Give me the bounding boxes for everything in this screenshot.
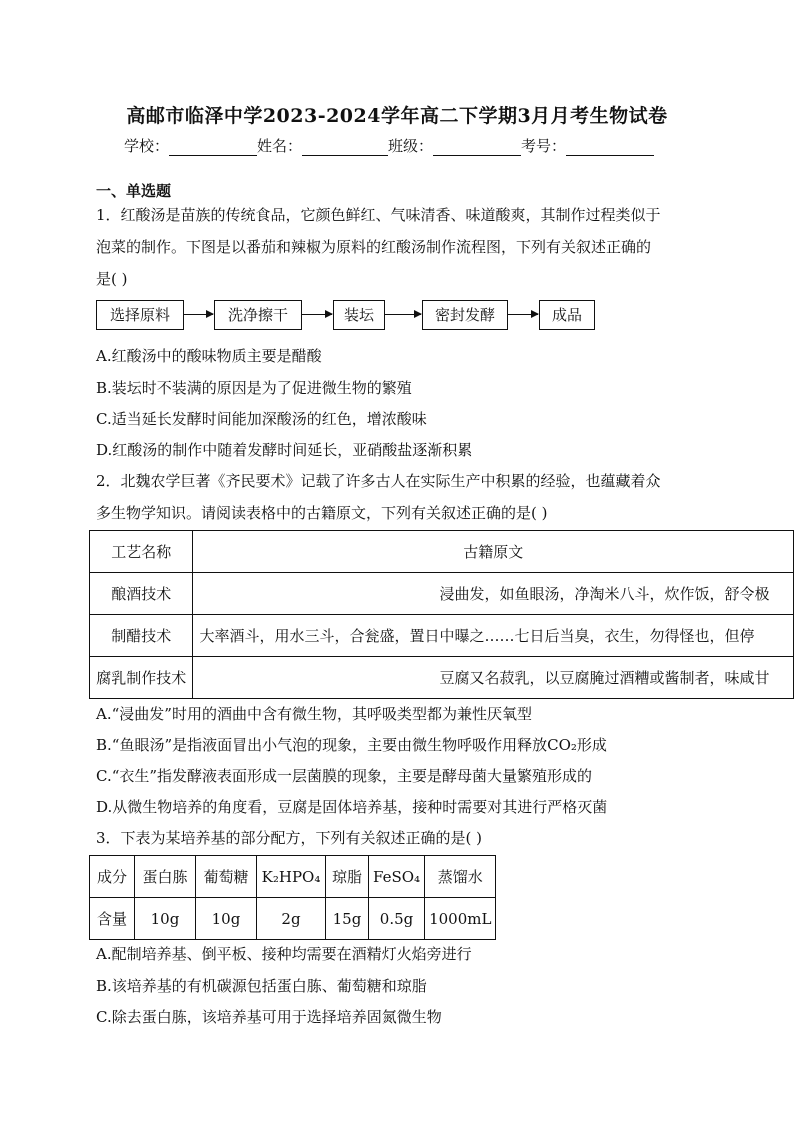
table-cell: 蒸馏水 [425, 856, 496, 898]
table-header-row [90, 531, 794, 573]
class-label: 班级： [388, 137, 434, 155]
name-blank[interactable] [302, 139, 388, 156]
q2-stem-line-2: 多生物学知识。请阅读表格中的古籍原文，下列有关叙述正确的是( ) [96, 504, 548, 522]
q2-option-a[interactable]: A.“浸曲发”时用的酒曲中含有微生物，其呼吸类型都为兼性厌氧型 [96, 705, 532, 723]
table-cell: K₂HPO₄ [257, 856, 326, 898]
q3-table [89, 855, 496, 940]
q1-stem-line-3: 是( ) [96, 270, 128, 288]
table-cell: 1000mL [425, 898, 496, 940]
table-row [90, 573, 794, 615]
flow-arrow-2 [302, 314, 332, 315]
q1-stem-line-2: 泡菜的制作。下图是以番茄和辣椒为原料的红酸汤制作流程图，下列有关叙述正确的 [96, 238, 652, 256]
table-cell: 腐乳制作技术 [90, 657, 193, 699]
school-blank[interactable] [169, 139, 257, 156]
flow-step-3: 装坛 [333, 300, 385, 330]
q1-option-c[interactable]: C.适当延长发酵时间能加深酸汤的红色，增浓酸味 [96, 410, 427, 428]
q2-stem-line-1: 2．北魏农学巨著《齐民要术》记载了许多古人在实际生产中积累的经验，也蕴藏着众 [96, 472, 661, 490]
table-cell: 大率酒斗，用水三斗，合瓮盛，置日中曝之……七日后当臭，衣生，勿得怪也，但停 [193, 615, 794, 657]
table-row [90, 898, 496, 940]
table-cell: 豆腐又名菽乳，以豆腐腌过酒糟或酱制者，味咸甘 [193, 657, 794, 699]
table-cell: 成分 [90, 856, 135, 898]
table-cell: 葡萄糖 [196, 856, 257, 898]
flow-step-1: 选择原料 [96, 300, 184, 330]
q2-option-d[interactable]: D.从微生物培养的角度看，豆腐是固体培养基，接种时需要对其进行严格灭菌 [96, 798, 608, 816]
table-cell: 10g [135, 898, 196, 940]
table-cell: 蛋白胨 [135, 856, 196, 898]
student-info-line [124, 135, 654, 156]
table-cell: 15g [326, 898, 369, 940]
q2-option-b[interactable]: B.“鱼眼汤”是指液面冒出小气泡的现象，主要由微生物呼吸作用释放CO₂形成 [96, 736, 607, 754]
section-title: 一、单选题 [96, 182, 172, 200]
table-cell: 酿酒技术 [90, 573, 193, 615]
table-cell: 10g [196, 898, 257, 940]
q2-table [89, 530, 794, 699]
table-cell: 含量 [90, 898, 135, 940]
flow-step-5: 成品 [539, 300, 595, 330]
q1-option-b[interactable]: B.装坛时不装满的原因是为了促进微生物的繁殖 [96, 379, 412, 397]
q3-option-a[interactable]: A.配制培养基、倒平板、接种均需要在酒精灯火焰旁进行 [96, 945, 472, 963]
name-label: 姓名： [257, 137, 303, 155]
flow-step-2: 洗净擦干 [214, 300, 302, 330]
flow-arrow-4 [508, 314, 538, 315]
q1-stem-line-1: 1．红酸汤是苗族的传统食品，它颜色鲜红、气味清香、味道酸爽，其制作过程类似于 [96, 206, 661, 224]
table-cell: 0.5g [369, 898, 425, 940]
table-cell: 浸曲发，如鱼眼汤，净淘米八斗，炊作饭，舒令极 [193, 573, 794, 615]
q2-option-c[interactable]: C.“衣生”指发酵液表面形成一层菌膜的现象，主要是酵母菌大量繁殖形成的 [96, 767, 593, 785]
flow-arrow-3 [385, 314, 421, 315]
q1-option-d[interactable]: D.红酸汤的制作中随着发酵时间延长，亚硝酸盐逐渐积累 [96, 441, 473, 459]
class-blank[interactable] [433, 139, 521, 156]
school-label: 学校： [124, 137, 170, 155]
flow-arrow-1 [184, 314, 213, 315]
exam-no-label: 考号： [521, 137, 567, 155]
flow-step-4: 密封发酵 [422, 300, 508, 330]
q1-option-a[interactable]: A.红酸汤中的酸味物质主要是醋酸 [96, 347, 322, 365]
exam-no-blank[interactable] [566, 139, 654, 156]
table-header-cell: 工艺名称 [90, 531, 193, 573]
table-cell: 琼脂 [326, 856, 369, 898]
table-cell: 2g [257, 898, 326, 940]
table-row [90, 615, 794, 657]
table-row [90, 856, 496, 898]
table-row [90, 657, 794, 699]
page-title: 高邮市临泽中学2023-2024学年高二下学期3月月考生物试卷 [126, 105, 668, 127]
q3-option-b[interactable]: B.该培养基的有机碳源包括蛋白胨、葡萄糖和琼脂 [96, 977, 427, 995]
q3-option-c[interactable]: C.除去蛋白胨，该培养基可用于选择培养固氮微生物 [96, 1008, 442, 1026]
q3-stem-line-1: 3．下表为某培养基的部分配方，下列有关叙述正确的是( ) [96, 829, 483, 847]
table-cell: FeSO₄ [369, 856, 425, 898]
table-header-cell: 古籍原文 [193, 531, 794, 573]
table-cell: 制醋技术 [90, 615, 193, 657]
